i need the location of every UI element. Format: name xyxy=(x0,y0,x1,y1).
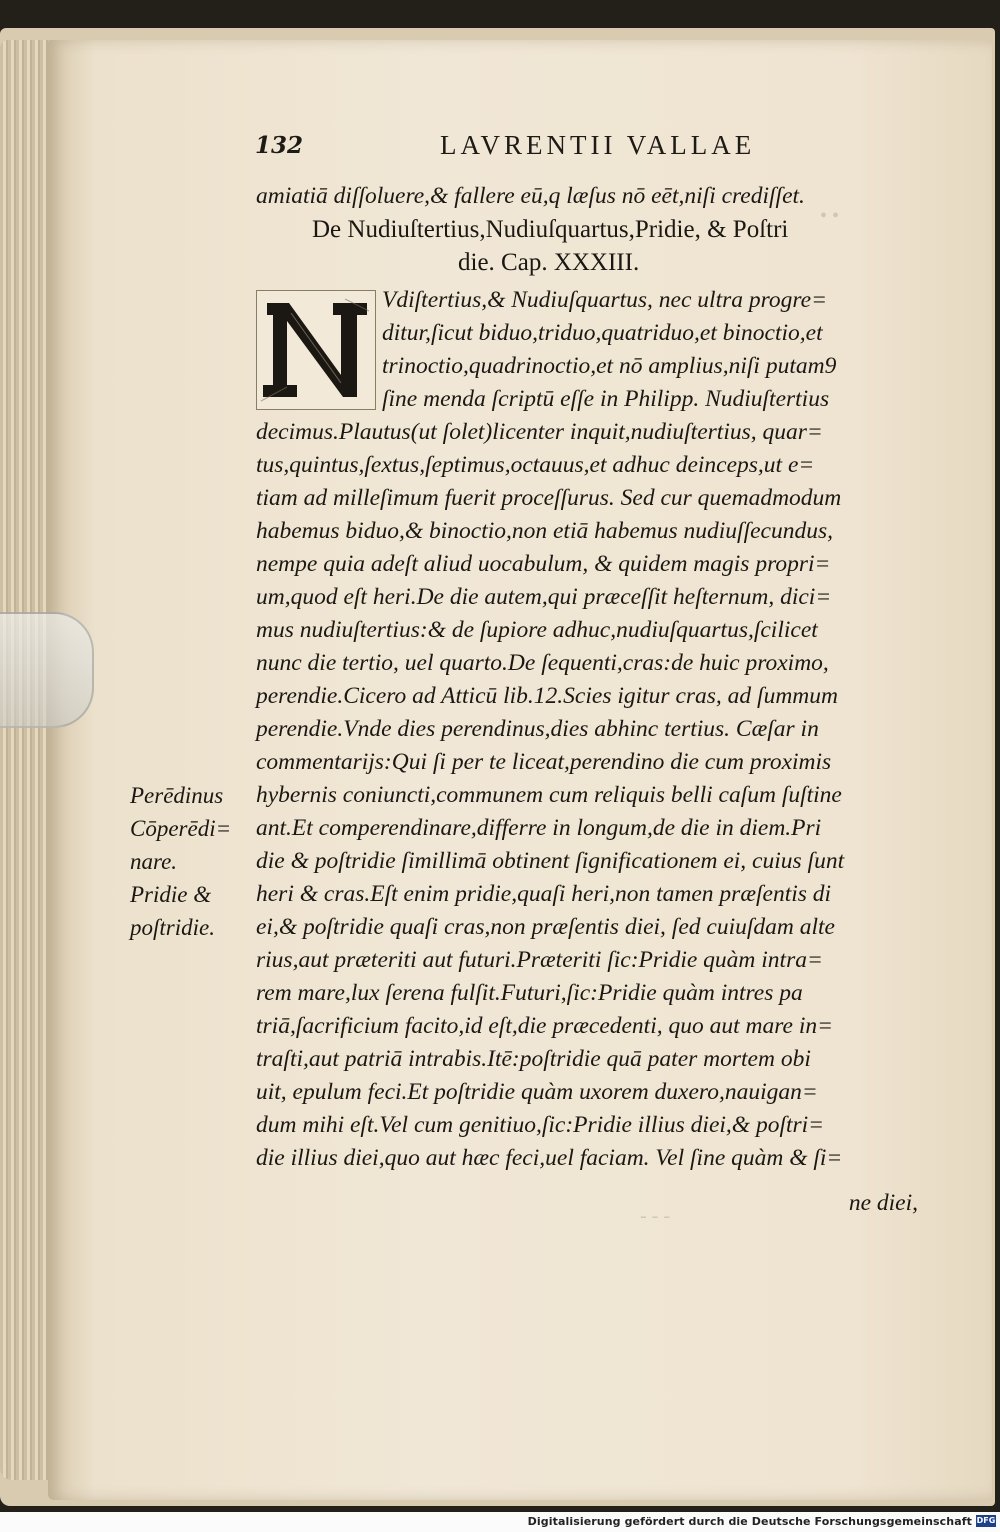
margin-note: nare. xyxy=(130,849,178,874)
catchword: ne diei, xyxy=(848,1190,918,1216)
text-line: mus nudiuſtertius:& de ſupiore adhuc,nudiuſquartus,ſcilicet xyxy=(256,617,818,643)
margin-note: Perēdinus xyxy=(130,783,224,808)
text-line: ant.Et comperendinare,differre in longum,de die in diem.Pri xyxy=(256,815,822,841)
text-line: rem mare,lux ſerena fulſit.Futuri,ſic:Pridie quàm intres pa xyxy=(256,980,803,1006)
text-line: die illius diei,quo aut hæc feci,uel faciam. Vel ſine quàm & ſi= xyxy=(256,1145,843,1171)
text-line: amiatiā diſſoluere,& fallere eū,q læſus nō eēt,niſi crediſſet. xyxy=(256,183,805,209)
text-line: traſti,aut patriā intrabis.Itē:poſtridie quā pater mortem obi xyxy=(256,1046,811,1072)
text-line: ditur,ſicut biduo,triduo,quatriduo,et binoctio,et xyxy=(382,320,823,346)
text-line: trinoctio,quadrinoctio,et nō amplius,niſi putam9 xyxy=(382,353,837,379)
text-line: perendie.Vnde dies perendinus,dies abhinc tertius. Cæſar in xyxy=(256,716,819,742)
text-line: commentarijs:Qui ſi per te liceat,perendino die cum proximis xyxy=(256,749,832,775)
running-head xyxy=(255,130,935,170)
digitization-credit: Digitalisierung gefördert durch die Deutsche Forschungsgemeinschaft xyxy=(527,1515,972,1528)
text-line: habemus biduo,& binoctio,non etiā habemus nudiuſſecundus, xyxy=(256,518,834,544)
chapter-title-line-1: De Nudiuſtertius,Nudiuſquartus,Pridie, & Poſtri xyxy=(312,216,789,243)
text-line: uit, epulum feci.Et poſtridie quàm uxorem duxero,nauigan= xyxy=(256,1079,818,1105)
text-line: rius,aut præteriti aut futuri.Præteriti ſic:Pridie quàm intra= xyxy=(256,947,823,973)
text-line: heri & cras.Eſt enim pridie,quaſi heri,non tamen præſentis di xyxy=(256,881,832,907)
text-line: die & poſtridie ſimillimā obtinent ſignificationem ei, cuius ſunt xyxy=(256,848,845,874)
text-line: hybernis coniuncti,communem cum reliquis belli caſum ſuſtine xyxy=(256,782,842,808)
text-line: ſine menda ſcriptū eſſe in Philipp. Nudiuſtertius xyxy=(382,386,830,412)
margin-note: Cōperēdi= xyxy=(130,816,232,841)
text-line: tiam ad milleſimum fuerit proceſſurus. Sed cur quemadmodum xyxy=(256,485,842,511)
page-edges xyxy=(0,40,52,1480)
text-line: um,quod eſt heri.De die autem,qui præceſſit heſternum, dici= xyxy=(256,584,832,610)
show-through-mark: - - - xyxy=(640,1205,670,1227)
chapter-title-line-2: die. Cap. XXXIII. xyxy=(458,249,640,276)
page-clip xyxy=(0,612,94,728)
page-number: 132 xyxy=(255,132,304,159)
text-line: triā,ſacrificium facito,id eſt,die præcedenti, quo aut mare in= xyxy=(256,1013,833,1039)
initial-letter-graphic xyxy=(257,291,375,409)
text-line: tus,quintus,ſextus,ſeptimus,octauus,et adhuc deinceps,ut e= xyxy=(256,452,815,478)
text-line: decimus.Plautus(ut ſolet)licenter inquit,nudiuſtertius, quar= xyxy=(256,419,823,445)
margin-note: poſtridie. xyxy=(130,915,215,940)
text-line: perendie.Cicero ad Atticū lib.12.Scies igitur cras, ad ſummum xyxy=(256,683,838,709)
text-line: ei,& poſtridie quaſi cras,non præſentis diei, ſed cuiuſdam alte xyxy=(256,914,835,940)
decorated-initial xyxy=(256,290,376,410)
text-line: Vdiſtertius,& Nudiuſquartus, nec ultra progre= xyxy=(382,287,827,313)
text-line: nempe quia adeſt aliud uocabulum, & quidem magis propri= xyxy=(256,551,831,577)
text-line: nunc die tertio, uel quarto.De ſequenti,cras:de huic proximo, xyxy=(256,650,829,676)
margin-note: Pridie & xyxy=(130,882,212,907)
dfg-logo: DFG xyxy=(976,1516,996,1525)
text-line: dum mihi eſt.Vel cum genitiuo,ſic:Pridie illius diei,& poſtri= xyxy=(256,1112,825,1138)
running-title: LAVRENTII VALLAE xyxy=(440,130,756,160)
show-through-mark: • • xyxy=(820,205,840,227)
